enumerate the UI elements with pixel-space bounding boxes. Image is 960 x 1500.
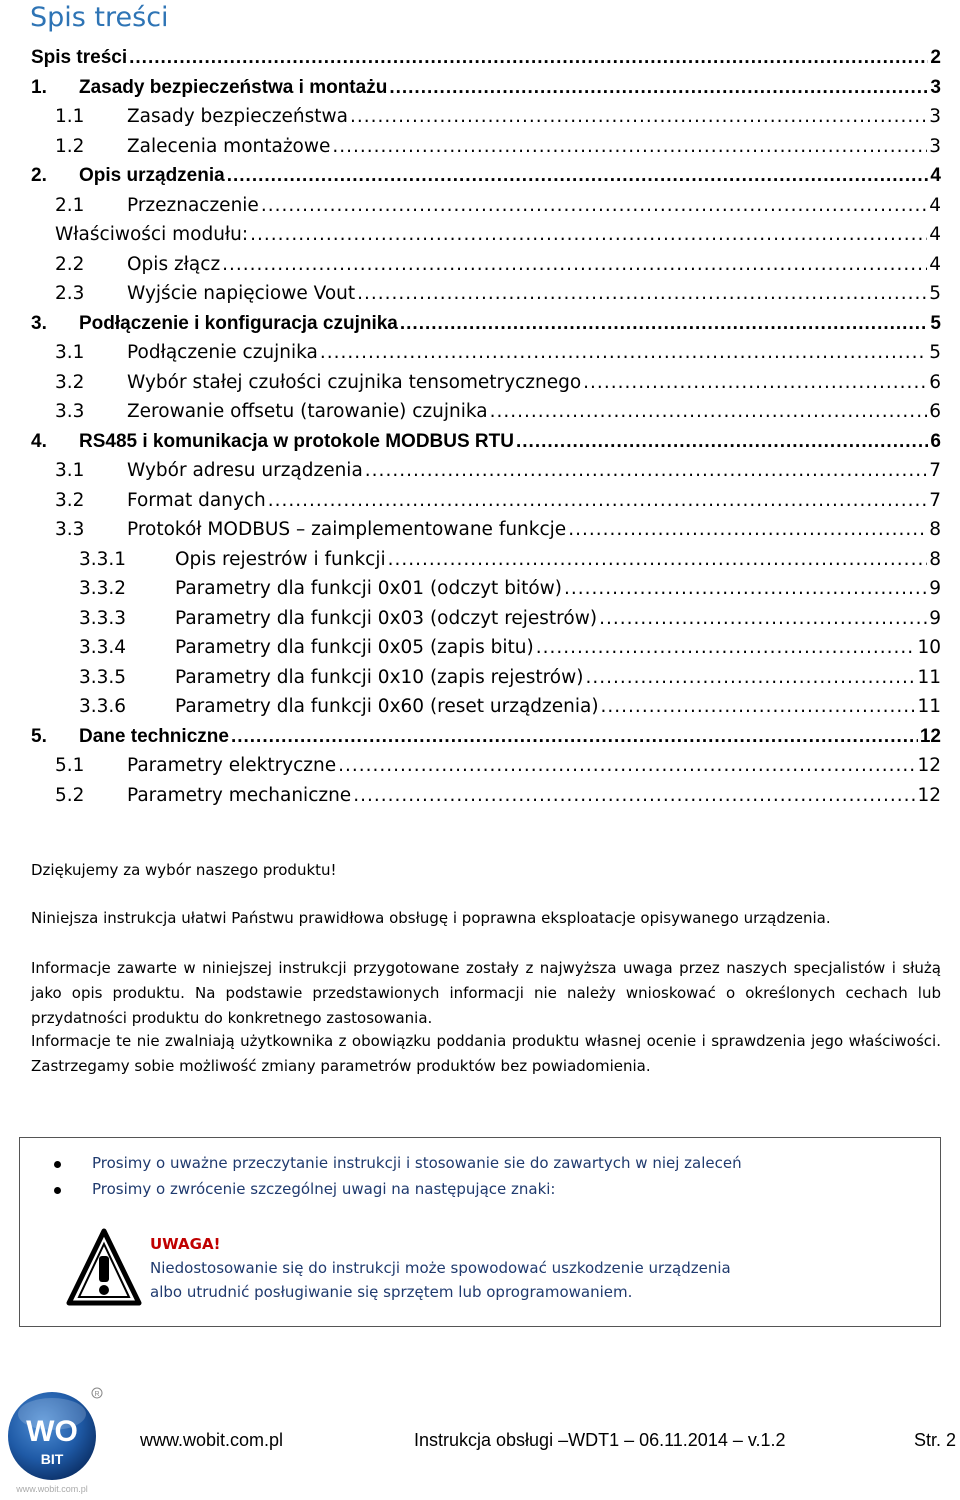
warning-line-1: Niedostosowanie się do instrukcji może spowodować uszkodzenie urządzenia <box>150 1259 731 1277</box>
toc-entry-page: 12 <box>917 755 941 776</box>
toc-entry-leader <box>564 574 927 603</box>
footer-document-info: Instrukcja obsługi –WDT1 – 06.11.2014 – v.1.2 <box>414 1430 786 1450</box>
toc-entry-leader <box>516 427 928 456</box>
intro-paragraph-2: Informacje zawarte w niniejszej instrukcji przygotowane zostały z najwyższa uwaga przez naszych specjalistów i służą jako opis produktu. Na podstawie przedstawionych informacji nie należy wnioskować o określonych cechach lub przydatności produktu do konkretnego zastosowania. <box>31 959 941 1027</box>
toc-entry[interactable] <box>79 663 941 692</box>
toc-entry-title: Wybór adresu urządzenia <box>127 460 363 481</box>
thanks-text: Dziękujemy za wybór naszego produktu! <box>31 861 337 879</box>
toc-entry-number: 5.1 <box>55 755 85 776</box>
toc-entry-title: Wybór stałej czułości czujnika tensometrycznego <box>127 371 582 393</box>
toc-entry-leader <box>268 486 927 515</box>
toc-entry-page: 8 <box>929 519 941 540</box>
toc-entry-title: Parametry mechaniczne <box>127 784 352 806</box>
toc-entry-title: Opis złącz <box>127 253 221 275</box>
svg-text:R: R <box>94 1391 100 1398</box>
toc-entry[interactable] <box>55 279 941 308</box>
toc-entry[interactable] <box>55 456 941 485</box>
intro-paragraph-3: Informacje te nie zwalniają użytkownika z obowiązku poddania produktu własnej ocenie i sprawdzenia jego właściwości. Zastrzegamy sobie możliwość zmiany parametrów produktów bez powiadomienia. <box>31 1032 941 1075</box>
bullet-icon <box>54 1161 61 1168</box>
toc-entry-leader <box>568 515 927 544</box>
toc-entry-title: RS485 i komunikacja w protokole MODBUS RTU <box>79 430 514 452</box>
toc-entry-page: 9 <box>929 607 941 629</box>
toc-entry-page: 4 <box>930 165 941 186</box>
notice-box <box>19 1137 941 1327</box>
toc-entry-number: 3.3 <box>55 519 85 540</box>
toc-entry-title: Właściwości modułu: <box>55 224 249 245</box>
toc-entry-title: Parametry dla funkcji 0x05 (zapis bitu) <box>175 637 534 658</box>
toc-entry-title: Zalecenia montażowe <box>127 135 331 157</box>
toc-entry-page: 11 <box>917 696 941 717</box>
toc-entry[interactable] <box>55 368 941 397</box>
toc-entry-number: 3.3.2 <box>79 578 127 599</box>
toc-entry-page: 4 <box>929 194 941 216</box>
notice-bullet-2: Prosimy o zwrócenie szczególnej uwagi na następujące znaki: <box>92 1180 555 1198</box>
warning-title: UWAGA! <box>150 1235 221 1253</box>
logo-text-bottom: BIT <box>40 1451 64 1467</box>
toc-entry[interactable] <box>79 604 941 633</box>
toc-entry-leader <box>388 545 928 574</box>
toc-entry[interactable] <box>55 751 941 780</box>
toc-entry-leader <box>261 191 927 220</box>
toc-entry-number: 3.3 <box>55 401 85 422</box>
toc-entry-page: 3 <box>929 135 941 157</box>
warning-text <box>150 1232 731 1304</box>
toc-entry[interactable] <box>31 309 941 338</box>
toc-entry-number: 2.1 <box>55 194 85 216</box>
toc-entry[interactable] <box>55 220 941 249</box>
toc-entry-title: Podłączenie czujnika <box>127 342 318 363</box>
logo-caption: www.wobit.com.pl <box>16 1484 88 1494</box>
toc-entry-number: 3.1 <box>55 460 85 481</box>
page-title: Spis treści <box>30 2 169 33</box>
logo-text-top: WO <box>26 1415 78 1448</box>
toc-entry-page: 12 <box>917 784 941 806</box>
toc-entry-page: 8 <box>929 548 941 570</box>
toc-entry[interactable] <box>55 781 941 810</box>
toc-entry-page: 12 <box>919 725 941 747</box>
toc-entry[interactable] <box>79 692 941 721</box>
toc-entry-page: 2 <box>930 47 941 68</box>
toc-entry-number: 3.3.6 <box>79 696 127 717</box>
toc-entry-number: 1. <box>31 76 47 98</box>
toc-entry-leader <box>490 397 928 426</box>
toc-entry-leader <box>601 692 916 721</box>
wobit-logo <box>4 1386 104 1496</box>
toc-entry[interactable] <box>79 633 941 662</box>
toc-entry-leader <box>250 220 927 249</box>
toc-entry[interactable] <box>55 515 941 544</box>
toc-entry-number: 5. <box>31 725 47 747</box>
toc-entry-page: 5 <box>930 312 941 334</box>
toc-entry-title: Parametry dla funkcji 0x03 (odczyt rejestrów) <box>175 607 598 629</box>
toc-entry-page: 4 <box>929 253 941 275</box>
warning-line-2: albo utrudnić posługiwanie się sprzętem lub oprogramowaniem. <box>150 1283 633 1301</box>
toc-entry-number: 3.2 <box>55 371 85 393</box>
footer-website[interactable]: www.wobit.com.pl <box>140 1430 284 1450</box>
toc-entry[interactable] <box>55 338 941 367</box>
toc-entry-number: 3.3.3 <box>79 607 127 629</box>
footer-page-number: Str. 2 <box>914 1430 957 1450</box>
toc-entry[interactable] <box>31 722 941 751</box>
toc-entry-leader <box>332 132 927 161</box>
toc-entry-page: 6 <box>929 371 941 393</box>
notice-bullet-1: Prosimy o uważne przeczytanie instrukcji i stosowanie sie do zawartych w niej zaleceń <box>92 1154 742 1172</box>
toc-entry[interactable] <box>55 102 941 131</box>
toc-entry-page: 7 <box>929 460 941 481</box>
warning-triangle-icon <box>66 1228 142 1308</box>
toc-entry-number: 1.1 <box>55 106 85 127</box>
toc-entry[interactable] <box>55 397 941 426</box>
toc-entry-leader <box>222 250 927 279</box>
toc-entry-number: 3.3.5 <box>79 666 127 688</box>
toc-entry-title: Dane techniczne <box>79 725 229 747</box>
toc-entry-page: 10 <box>917 637 941 658</box>
toc-entry-page: 3 <box>929 106 941 127</box>
bullet-icon <box>54 1187 61 1194</box>
toc-entry-title: Przeznaczenie <box>127 194 259 216</box>
toc-entry-page: 5 <box>929 283 941 304</box>
intro-paragraph-1: Niniejsza instrukcja ułatwi Państwu prawidłowa obsługę i poprawna eksploatacje opisywanego urządzenia. <box>31 909 831 927</box>
toc-entry-title: Parametry dla funkcji 0x10 (zapis rejestrów) <box>175 666 584 688</box>
toc-entry-page: 6 <box>930 430 941 452</box>
toc-entry-leader <box>389 73 928 102</box>
toc-entry-title: Spis treści <box>31 47 128 68</box>
toc-entry-number: 5.2 <box>55 784 85 806</box>
toc-entry-page: 4 <box>929 224 941 245</box>
toc-entry-leader <box>129 43 928 72</box>
toc-entry-leader <box>585 663 915 692</box>
toc-entry-title: Opis rejestrów i funkcji <box>175 548 386 570</box>
toc-entry-title: Protokół MODBUS – zaimplementowane funkcje <box>127 519 567 540</box>
toc-entry-title: Podłączenie i konfiguracja czujnika <box>79 312 398 334</box>
toc-entry-leader <box>320 338 927 367</box>
toc-entry-number: 3.2 <box>55 489 85 511</box>
toc-entry[interactable] <box>31 427 941 456</box>
toc-entry-leader <box>353 781 915 810</box>
toc-entry-leader <box>583 368 927 397</box>
toc-entry-leader <box>400 309 929 338</box>
toc-entry-leader <box>536 633 916 662</box>
toc-entry-title: Parametry elektryczne <box>127 755 337 776</box>
toc-entry-page: 11 <box>917 666 941 688</box>
toc-entry-page: 9 <box>929 578 941 599</box>
toc-entry[interactable] <box>31 43 941 72</box>
toc-entry[interactable] <box>31 161 941 190</box>
toc-entry-number: 3.1 <box>55 342 85 363</box>
toc-entry-leader <box>338 751 915 780</box>
toc-entry-number: 3. <box>31 312 47 334</box>
toc-entry-number: 2. <box>31 165 47 186</box>
toc-entry-number: 2.2 <box>55 253 85 275</box>
toc-entry[interactable] <box>79 545 941 574</box>
toc-entry[interactable] <box>31 73 941 102</box>
toc-entry-leader <box>227 161 929 190</box>
toc-entry-title: Parametry dla funkcji 0x01 (odczyt bitów) <box>175 578 562 599</box>
toc-entry[interactable] <box>55 191 941 220</box>
toc-entry-title: Zasady bezpieczeństwa <box>127 106 349 127</box>
toc-entry[interactable] <box>55 486 941 515</box>
toc-entry[interactable] <box>79 574 941 603</box>
toc-entry-number: 4. <box>31 430 47 452</box>
toc-entry-title: Opis urządzenia <box>79 165 225 186</box>
toc-entry[interactable] <box>55 250 941 279</box>
toc-entry-leader <box>357 279 927 308</box>
toc-entry-page: 6 <box>929 401 941 422</box>
toc-entry-title: Zerowanie offsetu (tarowanie) czujnika <box>127 401 488 422</box>
toc-entry-leader <box>599 604 927 633</box>
toc-entry-title: Parametry dla funkcji 0x60 (reset urządzenia) <box>175 696 599 717</box>
toc-entry-title: Format danych <box>127 489 266 511</box>
toc-entry-title: Zasady bezpieczeństwa i montażu <box>79 76 388 98</box>
toc-entry-leader <box>350 102 927 131</box>
toc-entry-title: Wyjście napięciowe Vout <box>127 283 356 304</box>
toc-entry[interactable] <box>55 132 941 161</box>
toc-entry-page: 5 <box>929 342 941 363</box>
toc-entry-number: 3.3.4 <box>79 637 127 658</box>
toc-entry-leader <box>231 722 918 751</box>
toc-entry-number: 2.3 <box>55 283 85 304</box>
toc-entry-page: 3 <box>930 76 941 98</box>
toc-entry-number: 3.3.1 <box>79 548 127 570</box>
toc-entry-leader <box>365 456 927 485</box>
toc-entry-number: 1.2 <box>55 135 85 157</box>
toc-entry-page: 7 <box>929 489 941 511</box>
